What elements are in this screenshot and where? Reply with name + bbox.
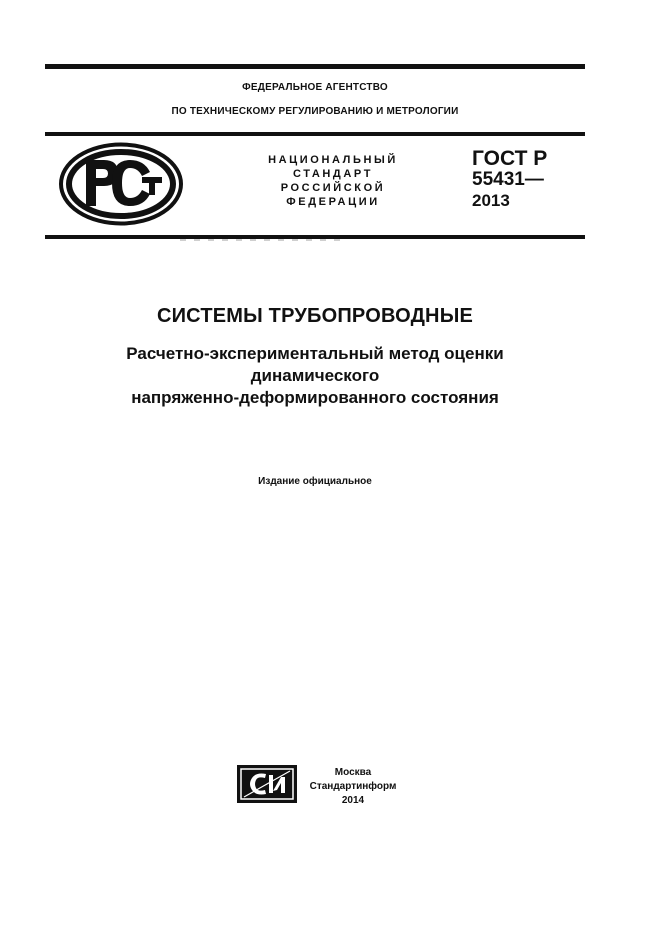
standard-designation bbox=[472, 148, 547, 211]
national-standard-line-2: СТАНДАРТ bbox=[292, 168, 374, 180]
subtitle-line-2: динамического bbox=[250, 366, 380, 385]
middle-rule bbox=[45, 132, 585, 136]
agency-name-line-2: ПО ТЕХНИЧЕСКОМУ РЕГУЛИРОВАНИЮ И МЕТРОЛОГИИ bbox=[171, 106, 459, 117]
scan-artifact bbox=[180, 239, 340, 241]
national-standard-line-4: ФЕДЕРАЦИИ bbox=[286, 196, 380, 208]
edition-label: Издание официальное bbox=[258, 476, 372, 487]
standartinform-logo-icon bbox=[236, 764, 298, 804]
subtitle-line-1: Расчетно-экспериментальный метод оценки bbox=[126, 344, 504, 363]
rst-certification-logo-icon bbox=[58, 142, 184, 226]
top-rule bbox=[45, 64, 585, 69]
national-standard-line-3: РОССИЙСКОЙ bbox=[280, 182, 386, 194]
document-title: СИСТЕМЫ ТРУБОПРОВОДНЫЕ bbox=[156, 305, 474, 327]
designation-line-3: 2013 bbox=[472, 191, 510, 210]
national-standard-line-1: НАЦИОНАЛЬНЫЙ bbox=[268, 154, 398, 166]
subtitle-line-3: напряженно-деформированного состояния bbox=[131, 388, 499, 407]
publisher-city: Москва bbox=[334, 767, 372, 778]
publisher-year: 2014 bbox=[341, 795, 365, 806]
agency-name-line-1: ФЕДЕРАЛЬНОЕ АГЕНТСТВО bbox=[242, 82, 388, 93]
designation-line-2: 55431— bbox=[472, 169, 544, 190]
national-standard-label bbox=[248, 153, 418, 209]
publisher-info bbox=[300, 766, 406, 808]
document-subtitle bbox=[45, 343, 585, 409]
designation-line-1: ГОСТ Р bbox=[472, 147, 548, 170]
publisher-name: Стандартинформ bbox=[309, 781, 397, 792]
